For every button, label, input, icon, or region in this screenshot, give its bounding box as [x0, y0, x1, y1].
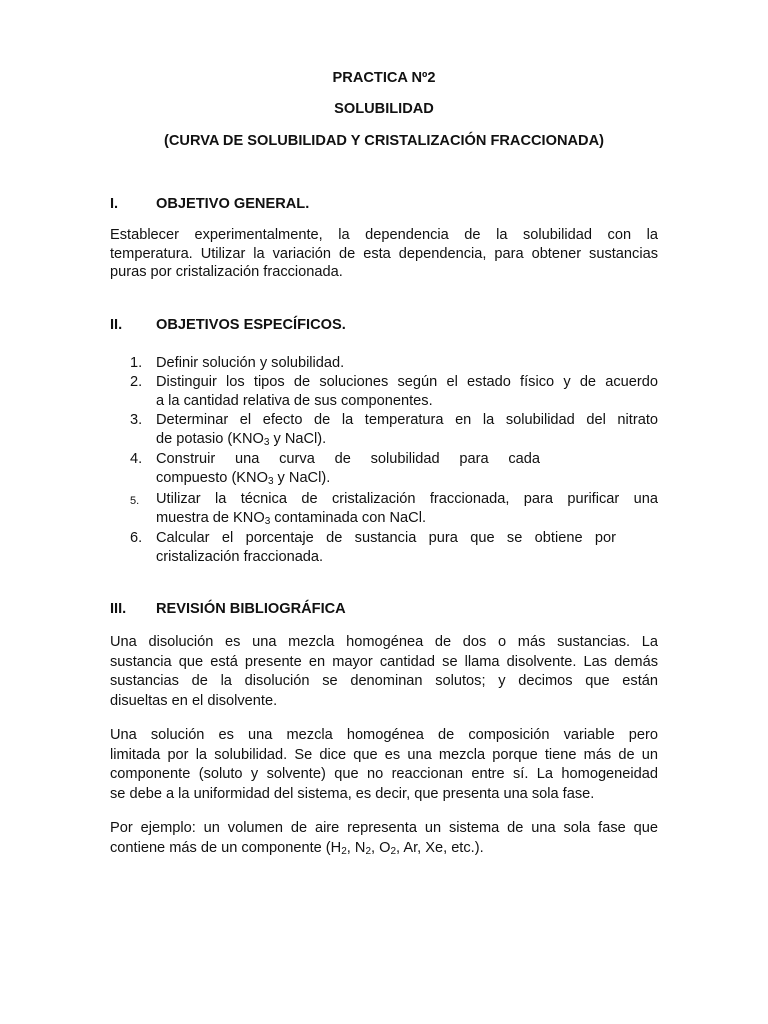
list-item-number: 2. — [130, 374, 143, 390]
section-heading-objetivos-especificos — [110, 316, 346, 335]
text-line: Por ejemplo: un volumen de aire representa un sistema de una sola fase que — [110, 820, 658, 836]
list-item-number: 5. — [130, 495, 140, 507]
list-item-text: cristalización fraccionada. — [156, 548, 324, 565]
list-item-number: 6. — [130, 530, 143, 546]
text-line: sustancia que está presente en mayor cantidad se llama disolvente. Las demás — [110, 653, 658, 670]
paragraph-objetivo-general — [110, 226, 658, 282]
list-item-text: Determinar el efecto de la temperatura en la solubilidad del nitrato — [156, 412, 658, 428]
text-line: puras por cristalización fraccionada. — [110, 264, 343, 280]
document-subtitle-detail: (CURVA DE SOLUBILIDAD Y CRISTALIZACIÓN FRACCIONADA) — [164, 133, 604, 149]
text-line: componente (soluto y solvente) que no reaccionan entre sí. La homogeneidad — [110, 766, 658, 782]
section-number: I. — [110, 196, 119, 212]
section-number: III. — [110, 601, 127, 617]
list-item-text: a la cantidad relativa de sus componentes. — [156, 392, 433, 409]
list-item-number: 3. — [130, 412, 143, 428]
text-line: sustancias de la disolución se denominan solutos; y decimos que están — [110, 673, 658, 689]
text-line: Establecer experimentalmente, la dependencia de la solubilidad con la — [110, 227, 658, 243]
text-line: Una disolución es una mezcla homogénea de dos o más sustancias. La — [110, 634, 658, 650]
paragraph-disolucion — [110, 633, 658, 711]
document-title: PRACTICA Nº2 — [332, 70, 436, 86]
section-title: OBJETIVO GENERAL. — [156, 196, 310, 212]
section-heading-objetivo-general — [110, 195, 309, 214]
list-item-number: 1. — [130, 355, 143, 371]
section-heading-revision-bibliografica — [110, 600, 346, 619]
list-item-number: 4. — [130, 451, 143, 467]
list-item-text: Utilizar la técnica de cristalización fraccionada, para purificar una — [156, 491, 658, 507]
list-item-text: muestra de $KNO_3$ contaminada con NaCl. — [156, 509, 426, 527]
list-item-text: de potasio ($KNO_3$ y NaCl). — [156, 430, 327, 448]
list-item-text: compuesto ($KNO_3$ y NaCl). — [156, 469, 331, 487]
list-item-text: Definir solución y solubilidad. — [156, 355, 345, 371]
list-item-text: Construir una curva de solubilidad para cada — [156, 451, 540, 467]
text-line: disueltas en el disolvente. — [110, 692, 278, 709]
paragraph-solucion — [110, 726, 658, 804]
text-line: limitada por la solubilidad. Se dice que es una mezcla porque tiene más de un — [110, 746, 658, 763]
list-item-text: Calcular el porcentaje de sustancia pura que se obtiene por — [156, 530, 616, 546]
section-title: OBJETIVOS ESPECÍFICOS. — [156, 317, 346, 333]
document-subtitle: SOLUBILIDAD — [334, 101, 434, 117]
text-line: se debe a la uniformidad del sistema, es decir, que presenta una sola fase. — [110, 785, 595, 802]
text-line: Una solución es una mezcla homogénea de composición variable pero — [110, 727, 658, 743]
list-item-text: Distinguir los tipos de soluciones según el estado físico y de acuerdo — [156, 374, 658, 390]
text-line: temperatura. Utilizar la variación de esta dependencia, para obtener sustancias — [110, 245, 658, 262]
paragraph-ejemplo — [110, 818, 658, 858]
text-line: contiene más de un componente ($H_2$, $N_2$, $O_2$, Ar, Xe, etc.). — [110, 840, 484, 857]
section-title: REVISIÓN BIBLIOGRÁFICA — [156, 601, 346, 617]
section-number: II. — [110, 317, 123, 333]
